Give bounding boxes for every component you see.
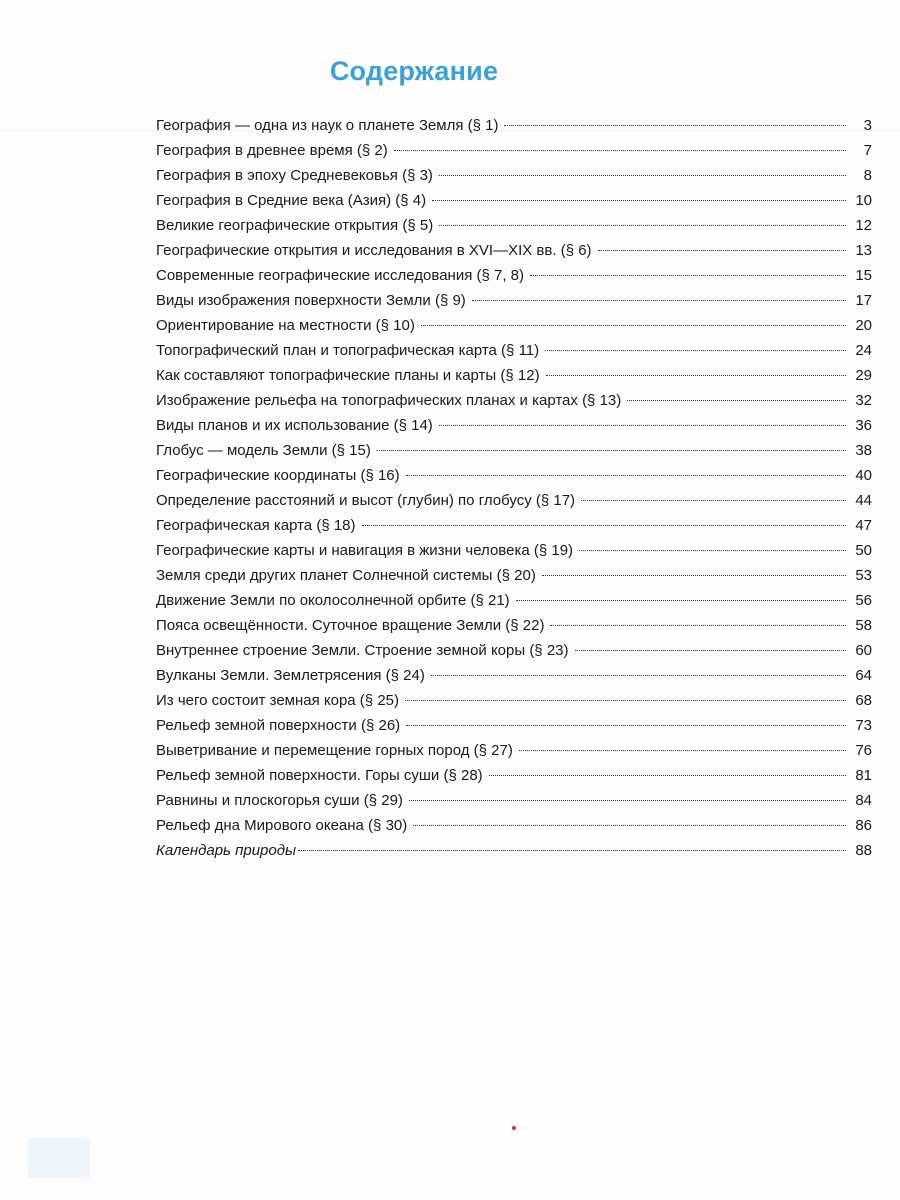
toc-entry-label: Современные географические исследования (§ 7, 8) <box>156 267 525 284</box>
toc-entry-label: Географические карты и навигация в жизни человека (§ 19) <box>156 542 574 559</box>
dot-leader <box>550 625 846 626</box>
toc-entry[interactable] <box>156 613 872 638</box>
toc-entry-label: Рельеф земной поверхности (§ 26) <box>156 717 401 734</box>
toc-entry-label: Пояса освещённости. Суточное вращение Земли (§ 22) <box>156 617 545 634</box>
dot-leader <box>546 375 846 376</box>
toc-entry[interactable] <box>156 213 872 238</box>
toc-entry-label: Глобус — модель Земли (§ 15) <box>156 442 371 459</box>
toc-entry-label: География в древнее время (§ 2) <box>156 142 388 159</box>
toc-entry-label: Определение расстояний и высот (глубин) по глобусу (§ 17) <box>156 492 576 509</box>
dot-leader <box>409 800 846 801</box>
toc-entry-page-number: 60 <box>855 642 872 659</box>
page-title: Содержание <box>329 56 499 86</box>
toc-entry-page-number: 15 <box>855 267 872 284</box>
toc-entry-label: Земля среди других планет Солнечной системы (§ 20) <box>156 567 536 584</box>
toc-entry-page-number: 29 <box>855 367 872 384</box>
dot-leader <box>439 175 846 176</box>
toc-entry[interactable] <box>156 488 872 513</box>
toc-entry-page-number: 40 <box>855 467 872 484</box>
corner-mark <box>28 1138 90 1178</box>
toc-entry-label: Топографический план и топографическая карта (§ 11) <box>156 342 540 359</box>
dot-leader <box>439 425 846 426</box>
toc-entry-page-number: 64 <box>855 667 872 684</box>
dot-leader <box>516 600 846 601</box>
toc-entry[interactable] <box>156 413 872 438</box>
toc-entry[interactable] <box>156 688 872 713</box>
dot-leader <box>545 350 846 351</box>
toc-entry-label: Движение Земли по околосолнечной орбите (§ 21) <box>156 592 510 609</box>
toc-entry-page-number: 44 <box>855 492 872 509</box>
table-of-contents <box>156 113 872 863</box>
toc-entry-label: Как составляют топографические планы и карты (§ 12) <box>156 367 540 384</box>
toc-entry[interactable] <box>156 563 872 588</box>
toc-entry-label: Изображение рельефа на топографических планах и картах (§ 13) <box>156 392 622 409</box>
toc-entry[interactable] <box>156 163 872 188</box>
dot-leader <box>421 325 846 326</box>
dot-mark <box>512 1126 516 1130</box>
toc-entry-page-number: 38 <box>855 442 872 459</box>
toc-entry-page-number: 86 <box>855 817 872 834</box>
dot-leader <box>298 850 846 851</box>
toc-entry-page-number: 20 <box>855 317 872 334</box>
toc-entry[interactable] <box>156 713 872 738</box>
toc-entry-label: Географическая карта (§ 18) <box>156 517 356 534</box>
dot-leader <box>405 700 846 701</box>
dot-leader <box>579 550 846 551</box>
toc-entry-page-number: 10 <box>855 192 872 209</box>
toc-entry-label: Рельеф земной поверхности. Горы суши (§ 28) <box>156 767 483 784</box>
toc-entry[interactable] <box>156 263 872 288</box>
toc-entry-label: Ориентирование на местности (§ 10) <box>156 317 415 334</box>
toc-entry[interactable] <box>156 788 872 813</box>
toc-entry-page-number: 8 <box>863 167 872 184</box>
dot-leader <box>542 575 846 576</box>
dot-leader <box>627 400 846 401</box>
toc-entry-page-number: 47 <box>855 517 872 534</box>
toc-entry-label: Географические открытия и исследования в XVI—XIX вв. (§ 6) <box>156 242 592 259</box>
toc-entry-label: География — одна из наук о планете Земля (§ 1) <box>156 117 499 134</box>
toc-entry[interactable] <box>156 313 872 338</box>
dot-leader <box>472 300 846 301</box>
toc-entry-label: Вулканы Земли. Землетрясения (§ 24) <box>156 667 425 684</box>
dot-leader <box>406 475 846 476</box>
toc-entry-page-number: 17 <box>855 292 872 309</box>
dot-leader <box>394 150 846 151</box>
toc-entry[interactable] <box>156 363 872 388</box>
toc-entry[interactable] <box>156 463 872 488</box>
toc-entry-page-number: 50 <box>855 542 872 559</box>
dot-leader <box>489 775 846 776</box>
toc-entry-label: Виды изображения поверхности Земли (§ 9) <box>156 292 466 309</box>
dot-leader <box>432 200 846 201</box>
toc-entry-page-number: 56 <box>855 592 872 609</box>
toc-entry-page-number: 13 <box>855 242 872 259</box>
dot-leader <box>377 450 846 451</box>
dot-leader <box>439 225 846 226</box>
dot-leader <box>413 825 846 826</box>
dot-leader <box>581 500 846 501</box>
toc-entry[interactable] <box>156 113 872 138</box>
toc-entry[interactable] <box>156 663 872 688</box>
toc-entry-page-number: 73 <box>855 717 872 734</box>
toc-entry-page-number: 53 <box>855 567 872 584</box>
toc-entry[interactable] <box>156 438 872 463</box>
toc-entry[interactable] <box>156 188 872 213</box>
dot-leader <box>362 525 846 526</box>
toc-entry-label: Географические координаты (§ 16) <box>156 467 400 484</box>
toc-entry[interactable] <box>156 388 872 413</box>
dot-leader <box>431 675 846 676</box>
toc-entry-label: География в Средние века (Азия) (§ 4) <box>156 192 427 209</box>
toc-entry-label: Внутреннее строение Земли. Строение земной коры (§ 23) <box>156 642 569 659</box>
toc-entry-page-number: 24 <box>855 342 872 359</box>
dot-leader <box>519 750 846 751</box>
toc-entry[interactable] <box>156 138 872 163</box>
dot-leader <box>598 250 846 251</box>
dot-leader <box>406 725 846 726</box>
toc-entry[interactable] <box>156 513 872 538</box>
toc-entry-page-number: 7 <box>863 142 872 159</box>
toc-entry-page-number: 76 <box>855 742 872 759</box>
dot-leader <box>575 650 847 651</box>
toc-entry[interactable] <box>156 538 872 563</box>
toc-entry-label: Выветривание и перемещение горных пород (§ 27) <box>156 742 513 759</box>
dot-leader <box>530 275 846 276</box>
toc-entry-page-number: 81 <box>855 767 872 784</box>
toc-entry-label: Равнины и плоскогорья суши (§ 29) <box>156 792 403 809</box>
toc-entry-page-number: 36 <box>855 417 872 434</box>
toc-entry-page-number: 12 <box>855 217 872 234</box>
toc-entry-page-number: 58 <box>855 617 872 634</box>
toc-entry[interactable] <box>156 238 872 263</box>
toc-entry-page-number: 32 <box>855 392 872 409</box>
toc-entry-page-number: 3 <box>863 117 872 134</box>
toc-entry-label: Календарь природы <box>156 842 297 859</box>
toc-entry[interactable] <box>156 638 872 663</box>
toc-entry[interactable] <box>156 738 872 763</box>
toc-entry-page-number: 68 <box>855 692 872 709</box>
toc-entry[interactable] <box>156 813 872 838</box>
toc-entry-page-number: 84 <box>855 792 872 809</box>
toc-entry[interactable] <box>156 838 872 863</box>
toc-entry-label: Великие географические открытия (§ 5) <box>156 217 434 234</box>
toc-entry-label: Виды планов и их использование (§ 14) <box>156 417 433 434</box>
toc-entry-label: География в эпоху Средневековья (§ 3) <box>156 167 433 184</box>
toc-entry-page-number: 88 <box>855 842 872 859</box>
toc-entry-label: Рельеф дна Мирового океана (§ 30) <box>156 817 408 834</box>
dot-leader <box>504 125 846 126</box>
toc-entry[interactable] <box>156 288 872 313</box>
toc-entry-label: Из чего состоит земная кора (§ 25) <box>156 692 399 709</box>
toc-entry[interactable] <box>156 763 872 788</box>
toc-entry[interactable] <box>156 338 872 363</box>
toc-entry[interactable] <box>156 588 872 613</box>
